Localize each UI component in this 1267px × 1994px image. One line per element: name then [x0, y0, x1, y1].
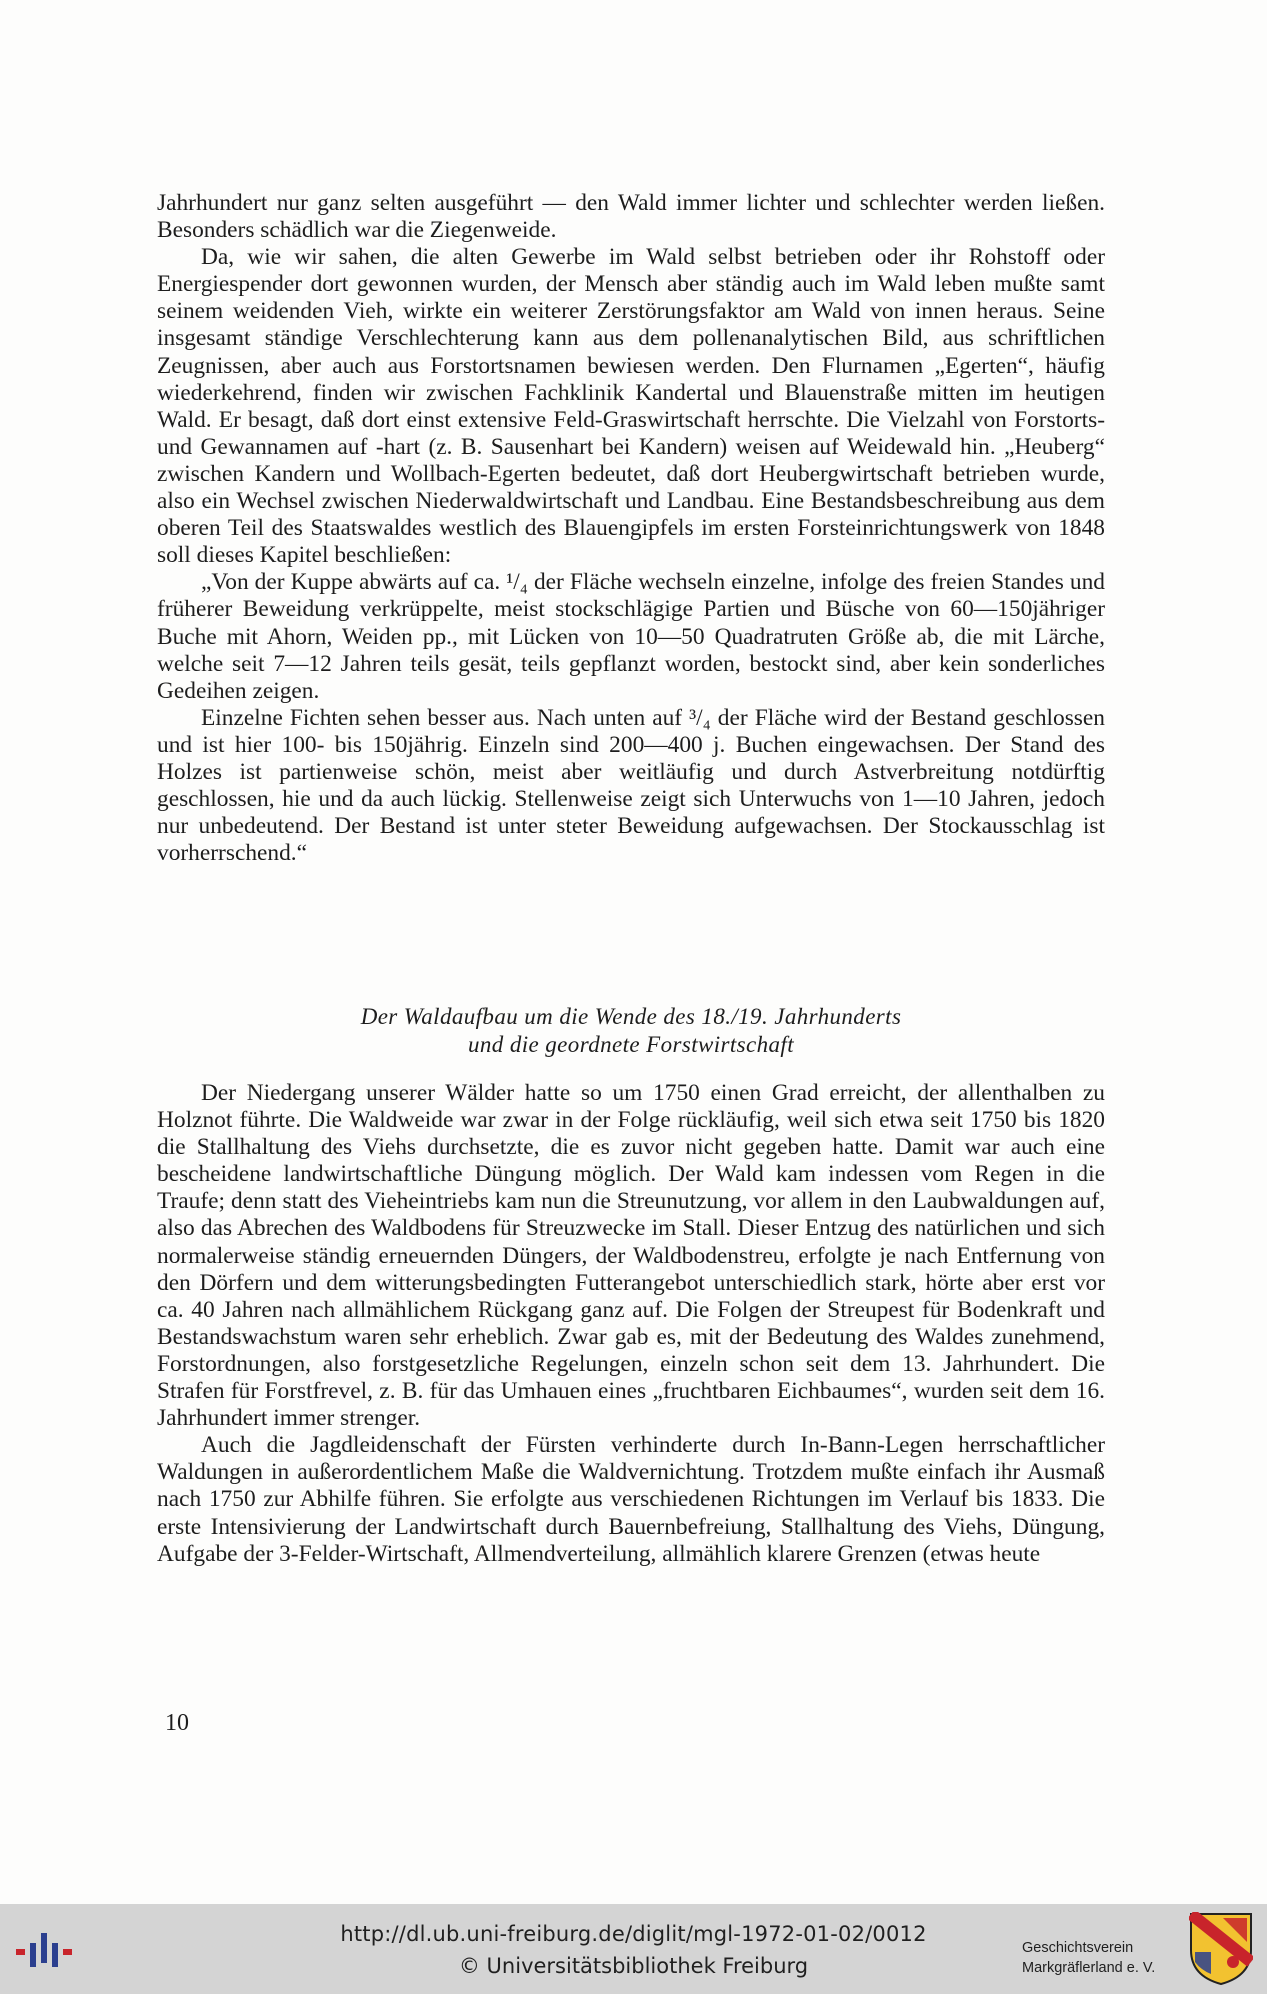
section-heading-line-2: und die geordnete Forstwirtschaft — [467, 1032, 794, 1057]
footer-bar — [0, 1904, 1267, 1994]
paragraph: Auch die Jagdleidenschaft der Fürsten verhinderte durch In-Bann-Legen herrschaftlicher Waldungen in außerordentlichem Maße die Waldvernichtung. Trotzdem mußte einfach ihr Ausmaß nach 1750 zur Abhilfe führen. Sie erfolgte aus verschiedenen Richtungen im Verlauf bis 1833. Die erste Intensivierung der Landwirtschaft durch Bauernbefreiung, Stallhaltung des Viehs, Düngung, Aufgabe der 3-Felder-Wirtschaft, Allmendverteilung, allmählich klarere Grenzen (etwas heute — [157, 1432, 1105, 1567]
footer-copyright: © Universitätsbibliothek Freiburg — [458, 1954, 809, 1978]
footer-url-link[interactable]: http://dl.ub.uni-freiburg.de/diglit/mgl-1972-01-02/0012 — [340, 1922, 927, 1946]
page-number: 10 — [165, 1710, 189, 1736]
section-heading-line-1: Der Waldaufbau um die Wende des 18./19. Jahrhunderts — [360, 1004, 902, 1029]
section-heading — [157, 1003, 1105, 1059]
society-name — [1022, 1938, 1192, 1978]
paragraph: Da, wie wir sahen, die alten Gewerbe im Wald selbst betrieben oder ihr Rohstoff oder Energiespender dort gewonnen wurden, der Mensch aber ständig auch im Wald leben mußte samt seinem weidenden Vieh, wirkte ein weiterer Zerstörungsfaktor am Wald von innen heraus. Seine insgesamt ständige Verschlechterung kann aus dem pollenanalytischen Bild, aus schriftlichen Zeugnissen, aber auch aus Forstortsnamen bewiesen werden. Den Flurnamen „Egerten“, häufig wiederkehrend, finden wir zwischen Fachklinik Kandertal und Blauenstraße mitten im heutigen Wald. Er besagt, daß dort einst extensive Feld-Graswirtschaft herrschte. Die Vielzahl von Forstorts- und Gewannamen auf -hart (z. B. Sausenhart bei Kandern) weisen auf Weidewald hin. „Heuberg“ zwischen Kandern und Wollbach-Egerten bedeutet, daß dort Heubergwirtschaft betrieben wurde, also ein Wechsel zwischen Niederwaldwirtschaft und Landbau. Eine Bestandsbeschreibung aus dem oberen Teil des Staatswaldes westlich des Blauengipfels im ersten Forsteinrichtungswerk von 1848 soll dieses Kapitel beschließen: — [157, 244, 1105, 569]
paragraph: Jahrhundert nur ganz selten ausgeführt — den Wald immer lichter und schlechter werden ließen. Besonders schädlich war die Ziegenweide. — [157, 190, 1105, 244]
society-name-line-2: Markgräflerland e. V. — [1022, 1960, 1156, 1976]
body-text-bottom — [157, 1080, 1105, 1568]
quote-paragraph: Einzelne Fichten sehen besser aus. Nach unten auf ³/₄ der Fläche wird der Bestand geschlossen und ist hier 100- bis 150jährig. Einzeln sind 200—400 j. Buchen eingewachsen. Der Stand des Holzes ist partienweise schön, meist aber weitläufig und durch Astverbreitung notdürftig geschlossen, hie und da auch lückig. Stellenweise zeigt sich Unterwuchs von 1—10 Jahren, jedoch nur unbedeutend. Der Bestand ist unter steter Beweidung aufgewachsen. Der Stockausschlag ist vorherrschend.“ — [157, 704, 1105, 867]
coat-of-arms-icon — [1189, 1912, 1253, 1986]
body-text-top — [157, 190, 1105, 867]
quote-paragraph: „Von der Kuppe abwärts auf ca. ¹/₄ der Fläche wechseln einzelne, infolge des freien Standes und früherer Beweidung verkrüppelte, meist stockschlägige Partien und Büsche von 60—150jähriger Buche mit Ahorn, Weiden pp., mit Lücken von 10—50 Quadratruten Größe ab, die mit Lärche, welche seit 7—12 Jahren teils gesät, teils gepflanzt worden, bestockt sind, aber kein sonderliches Gedeihen zeigen. — [157, 569, 1105, 704]
paragraph: Der Niedergang unserer Wälder hatte so um 1750 einen Grad erreicht, der allenthalben zu Holznot führte. Die Waldweide war zwar in der Folge rückläufig, weil sich etwa seit 1750 bis 1820 die Stallhaltung des Viehs durchsetzte, die es zuvor nicht gegeben hatte. Damit war auch eine bescheidene landwirtschaftliche Düngung möglich. Der Wald kam indessen vom Regen in die Traufe; denn statt des Vieheintriebs kam nun die Streunutzung, vor allem in den Laubwaldungen auf, also das Abrechen des Waldbodens für Streuzwecke im Stall. Dieser Entzug des natürlichen und sich normalerweise ständig erneuernden Düngers, der Waldbodenstreu, erfolgte je nach Entfernung von den Dörfern und dem witterungsbedingten Futterangebot unterschiedlich stark, hörte aber erst vor ca. 40 Jahren nach allmählichem Rückgang ganz auf. Die Folgen der Streupest für Bodenkraft und Bestandswachstum waren sehr erheblich. Zwar gab es, mit der Bedeutung des Waldes zunehmend, Forstordnungen, also forstgesetzliche Regelungen, einzeln schon seit dem 13. Jahrhundert. Die Strafen für Forstfrevel, z. B. für das Umhauen eines „fruchtbaren Eichbaumes“, wurden seit dem 16. Jahrhundert immer strenger. — [157, 1080, 1105, 1432]
society-name-line-1: Geschichtsverein — [1022, 1940, 1134, 1956]
